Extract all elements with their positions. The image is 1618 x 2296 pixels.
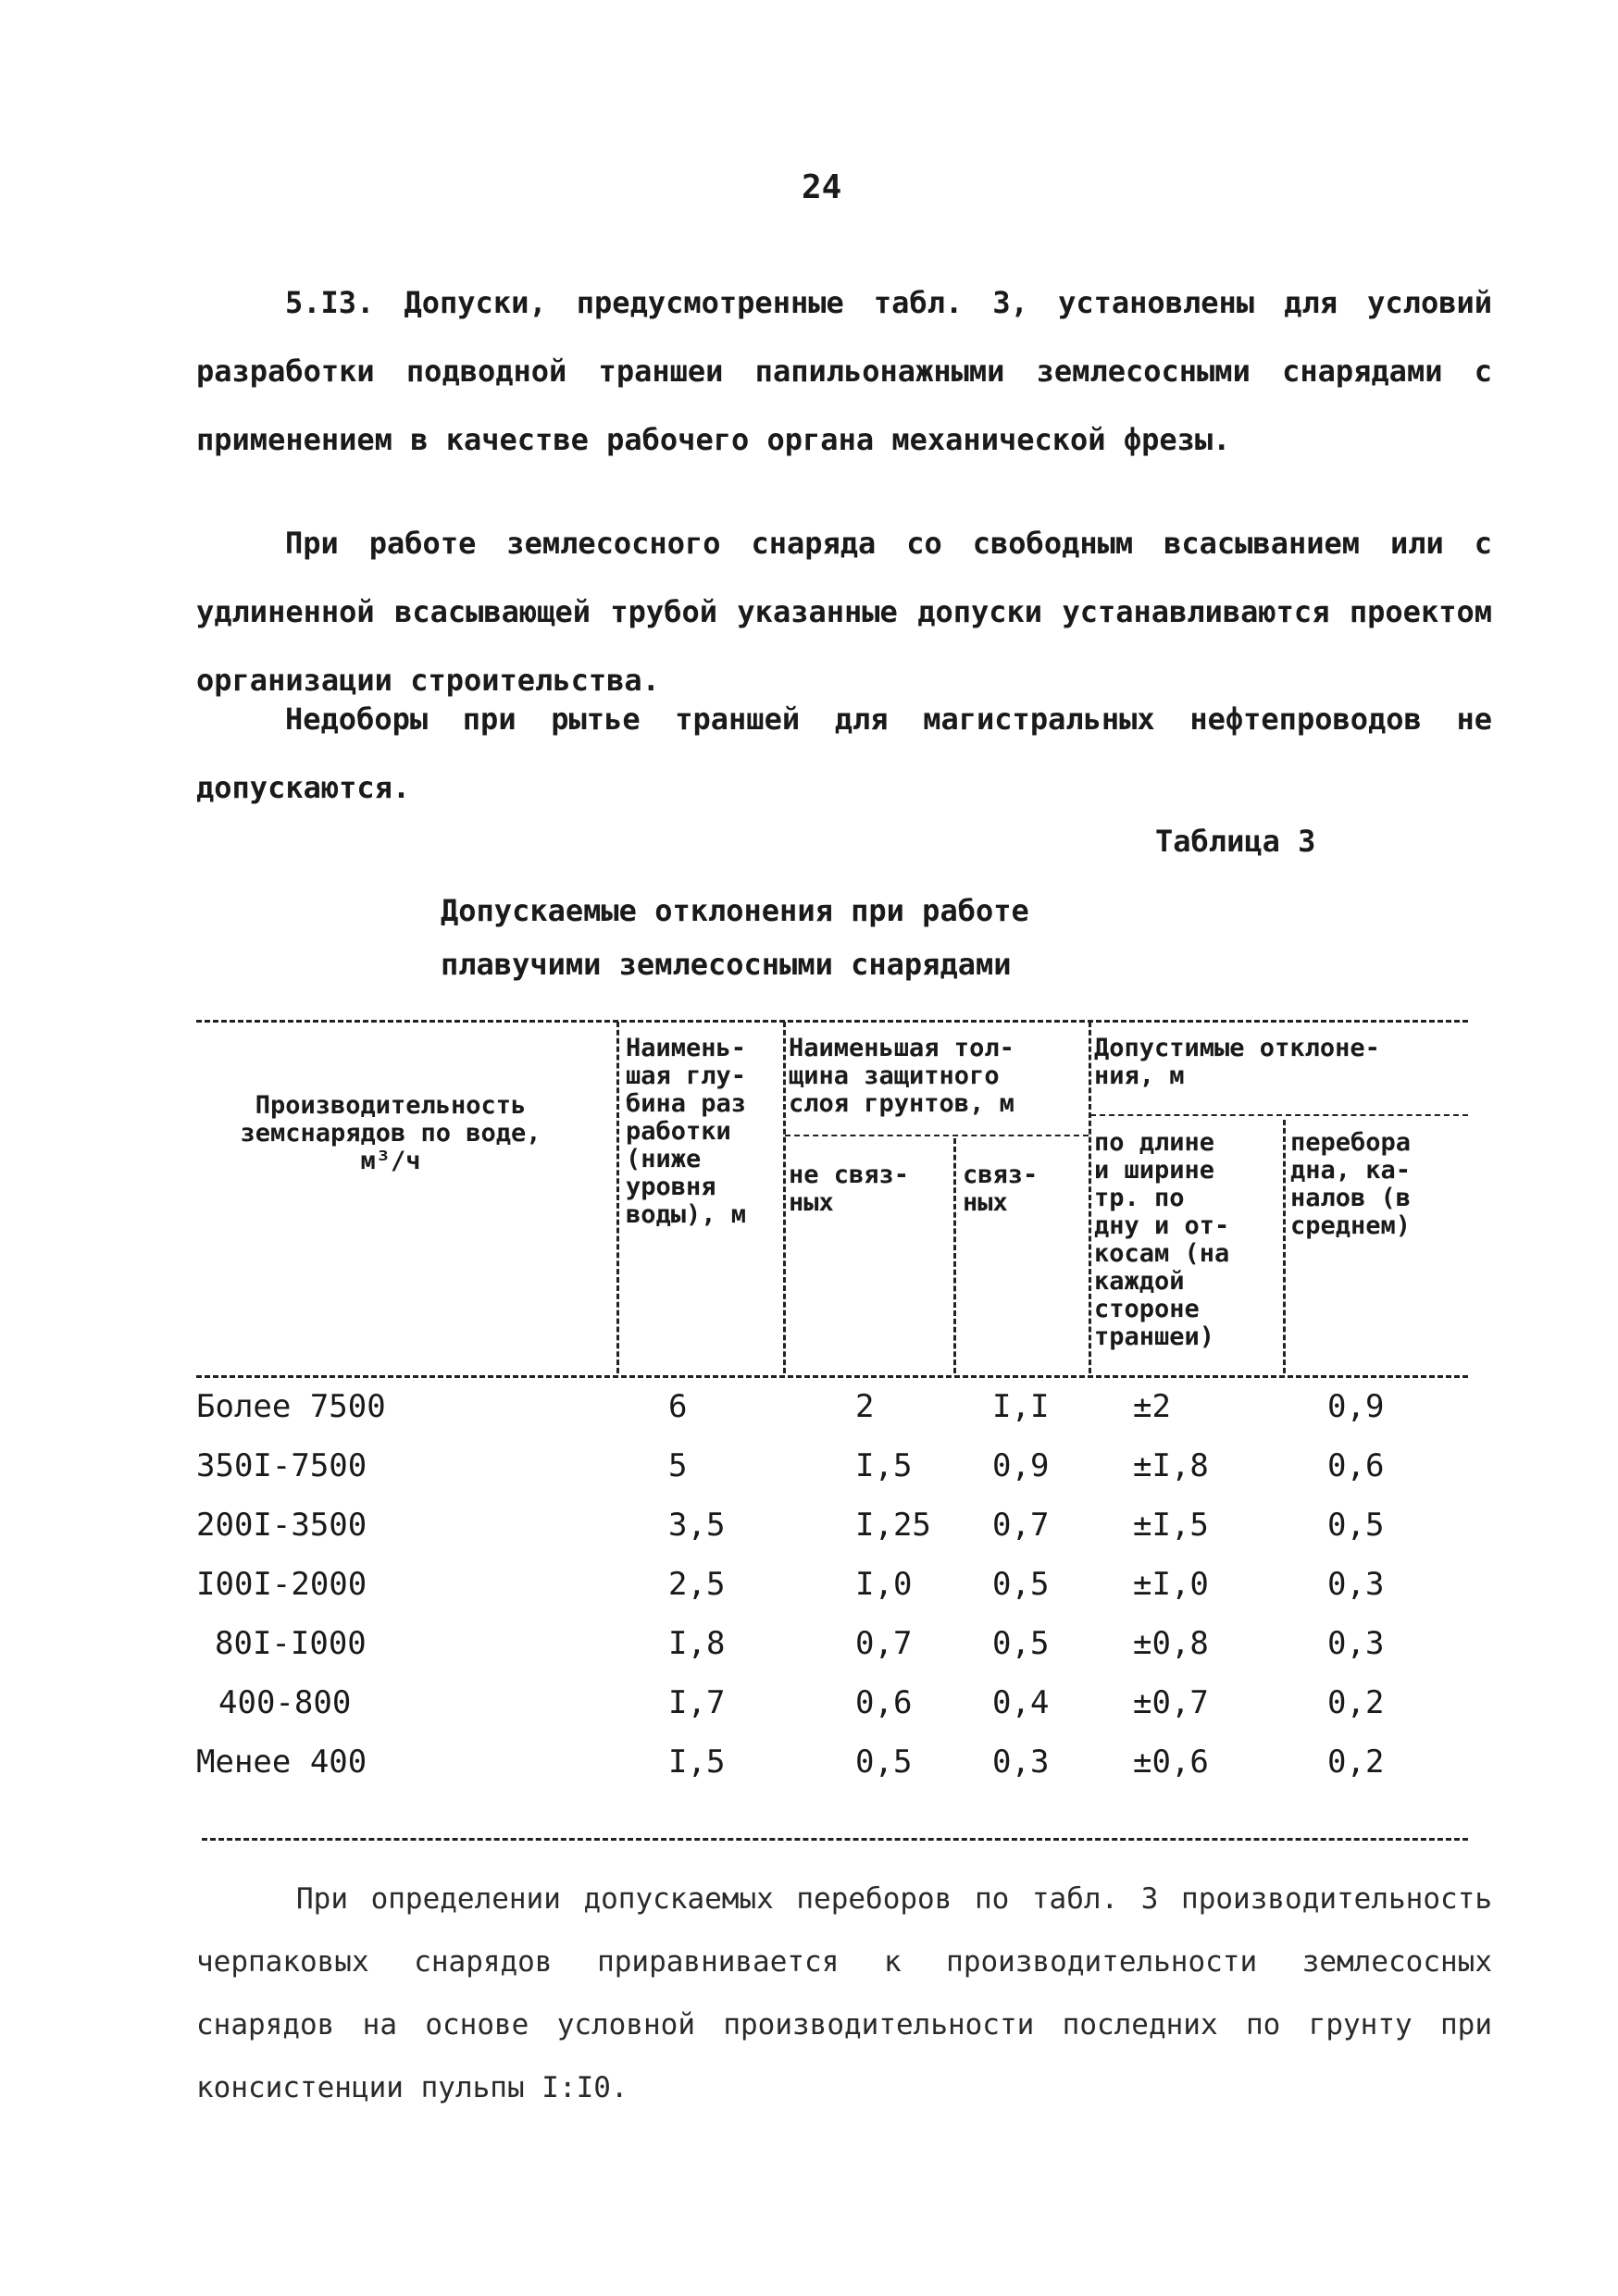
cell-noncohesive: I,0 [855,1566,913,1603]
header-overdig: перебора дна, ка- налов (в среднем) [1290,1128,1412,1240]
cell-overdig: 0,5 [1327,1507,1385,1544]
cell-length-width: ±I,5 [1133,1507,1209,1544]
cell-overdig: 0,3 [1327,1625,1385,1662]
header-separator [616,1022,619,1373]
cell-cohesive: 0,5 [992,1625,1050,1662]
table-row [196,1388,1492,1447]
cell-cohesive: 0,5 [992,1566,1050,1603]
cell-length-width: ±0,7 [1133,1684,1209,1721]
cell-overdig: 0,6 [1327,1447,1385,1484]
header-separator [953,1138,956,1373]
table-top-rule [196,1020,1468,1023]
header-noncohesive: не связ- ных [789,1160,910,1217]
cell-productivity: 200I-3500 [196,1507,367,1544]
header-min-depth: Наимень- шая глу- бина раз работки (ниже уровня воды), м [626,1034,747,1229]
table-caption-line-2: плавучими землесосными снарядами [441,947,1012,982]
cell-overdig: 0,2 [1327,1684,1385,1721]
cell-overdig: 0,3 [1327,1566,1385,1603]
paragraph-free-suction: При работе землесосного снаряда со свободным всасыванием или с удлиненной всасывающей трубой указанные допуски устанавливаются проектом организации строительства. [196,526,1492,698]
table-header-rule [196,1375,1468,1378]
cell-cohesive: 0,3 [992,1744,1050,1781]
table-label: Таблица 3 [1155,824,1316,859]
cell-productivity: Более 7500 [196,1388,386,1425]
header-deviations: Допустимые отклоне- ния, м [1094,1034,1380,1090]
cell-min-depth: I,7 [668,1684,726,1721]
page-number: 24 [802,168,842,206]
header-separator [1283,1120,1286,1373]
paragraph-shortfall: Недоборы при рытье траншей для магистральных нефтепроводов не допускаются. [196,701,1492,805]
table-bottom-rule [202,1838,1468,1841]
cell-overdig: 0,2 [1327,1744,1385,1781]
cell-noncohesive: 2 [855,1388,875,1425]
cell-cohesive: 0,9 [992,1447,1050,1484]
cell-productivity: 350I-7500 [196,1447,367,1484]
cell-cohesive: 0,7 [992,1507,1050,1544]
cell-min-depth: 2,5 [668,1566,726,1603]
cell-cohesive: 0,4 [992,1684,1050,1721]
header-cohesive: связ- ных [963,1160,1039,1217]
table-row [196,1684,1492,1744]
table-row [196,1507,1492,1566]
table-row [196,1625,1492,1684]
cell-length-width: ±0,6 [1133,1744,1209,1781]
cell-length-width: ±0,8 [1133,1625,1209,1662]
table-row [196,1447,1492,1507]
header-length-width: по длине и ширине тр. по дну и от- косам (на каждой стороне траншеи) [1094,1128,1230,1351]
header-min-layer: Наименьшая тол- щина защитного слоя грунтов, м [789,1034,1014,1118]
cell-length-width: ±2 [1133,1388,1171,1425]
table-note: При определении допускаемых переборов по табл. 3 производительность черпаковых снарядов приравнивается к производительности землесосных снарядов на основе условной производительности последних по грунту при консистенции пульпы I:I0. [196,1882,1492,2104]
cell-length-width: ±I,8 [1133,1447,1209,1484]
cell-cohesive: I,I [992,1388,1050,1425]
cell-noncohesive: I,5 [855,1447,913,1484]
cell-min-depth: I,8 [668,1625,726,1662]
cell-noncohesive: 0,7 [855,1625,913,1662]
cell-noncohesive: 0,5 [855,1744,913,1781]
table-row [196,1566,1492,1625]
header-productivity: Производительность земснарядов по воде, м³/ч [240,1091,541,1175]
cell-noncohesive: I,25 [855,1507,931,1544]
cell-min-depth: 3,5 [668,1507,726,1544]
table-caption-line-1: Допускаемые отклонения при работе [441,893,1029,928]
cell-productivity: Менее 400 [196,1744,367,1781]
table-body [196,1388,1492,1803]
cell-productivity: 400-800 [218,1684,352,1721]
cell-productivity: I00I-2000 [196,1566,367,1603]
cell-productivity: 80I-I000 [215,1625,367,1662]
header-separator [783,1022,786,1373]
header-separator [1089,1022,1091,1373]
paragraph-5-13: 5.I3. Допуски, предусмотренные табл. 3, установлены для условий разработки подводной траншеи папильонажными землесосными снарядами с применением в качестве рабочего органа механической фрезы. [196,285,1492,457]
header-subrule-deviations [1090,1114,1468,1116]
cell-noncohesive: 0,6 [855,1684,913,1721]
cell-min-depth: I,5 [668,1744,726,1781]
header-subrule-layer [785,1135,1089,1136]
table-row [196,1744,1492,1803]
table-caption [441,884,1107,991]
cell-min-depth: 6 [668,1388,688,1425]
cell-length-width: ±I,0 [1133,1566,1209,1603]
cell-min-depth: 5 [668,1447,688,1484]
cell-overdig: 0,9 [1327,1388,1385,1425]
